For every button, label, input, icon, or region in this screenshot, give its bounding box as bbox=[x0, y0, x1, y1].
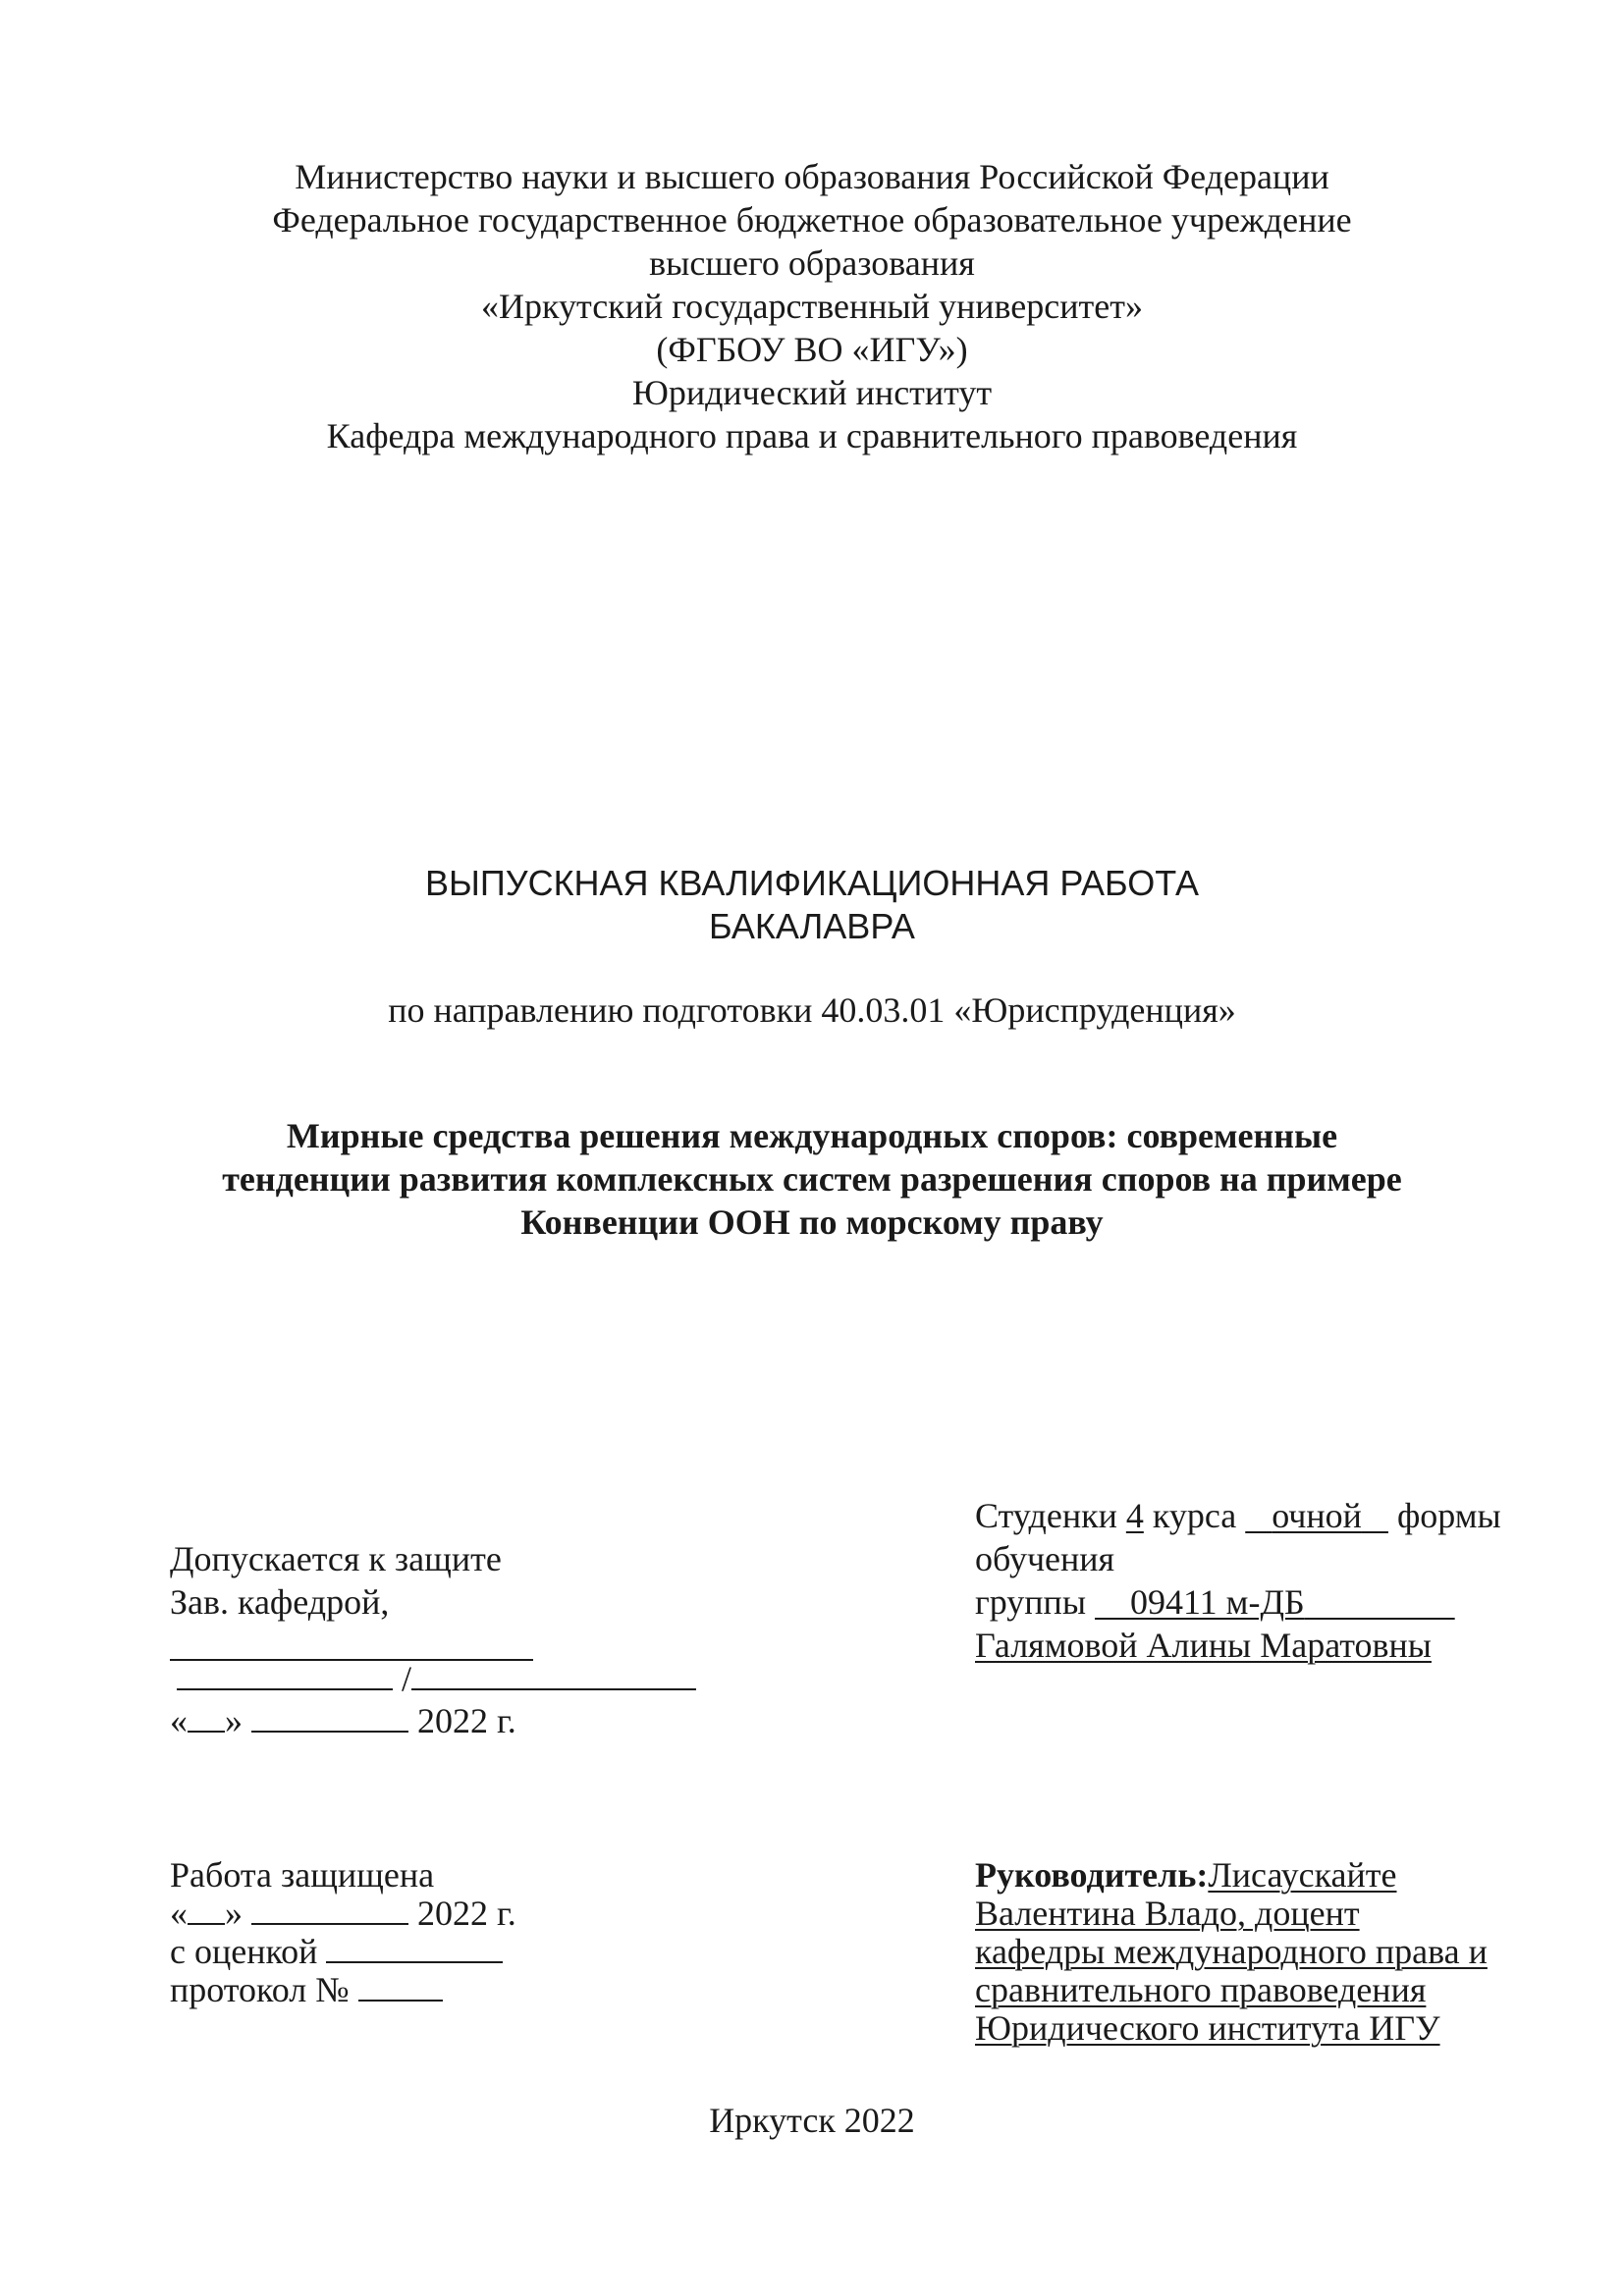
ministry-line: Министерство науки и высшего образования Российской Федерации bbox=[295, 157, 1329, 196]
institution-header bbox=[0, 155, 1624, 457]
student-group-line bbox=[975, 1580, 1455, 1624]
supervisor-surname: Лисаускайте bbox=[1208, 1855, 1397, 1895]
university-abbr-line: (ФГБОУ ВО «ИГУ») bbox=[656, 330, 968, 369]
student-prefix: Студенки bbox=[975, 1496, 1117, 1535]
work-type-line2: БАКАЛАВРА bbox=[709, 906, 915, 946]
study-form: очной bbox=[1272, 1496, 1362, 1535]
university-name-line: «Иркутский государственный университет» bbox=[481, 287, 1143, 326]
supervisor-line2: Валентина Владо, доцент bbox=[975, 1894, 1360, 1933]
group-number: 09411 м-ДБ bbox=[1130, 1582, 1305, 1622]
thesis-title-line1: Мирные средства решения международных споров: современные bbox=[286, 1116, 1338, 1155]
study-word: обучения bbox=[975, 1539, 1115, 1578]
thesis-title-line2: тенденции развития комплексных систем разрешения споров на примере bbox=[222, 1159, 1402, 1199]
supervisor-line1 bbox=[975, 1853, 1397, 1896]
admission-allowed: Допускается к защите bbox=[170, 1539, 502, 1578]
work-defended: Работа защищена bbox=[170, 1855, 435, 1895]
course-number: 4 bbox=[1125, 1496, 1144, 1535]
supervisor-line4: сравнительного правоведения bbox=[975, 1970, 1427, 2009]
form-word: формы bbox=[1396, 1496, 1501, 1535]
supervisor-line5: Юридического института ИГУ bbox=[975, 2008, 1440, 2048]
education-level-line: высшего образования bbox=[649, 243, 975, 283]
group-word: группы bbox=[975, 1582, 1087, 1622]
defense-date-line: « » 2022 г. bbox=[170, 1894, 516, 1933]
department-line: Кафедра международного права и сравнительного правоведения bbox=[326, 416, 1298, 455]
supervisor-label: Руководитель: bbox=[975, 1855, 1209, 1895]
city-year: Иркутск 2022 bbox=[709, 2101, 915, 2140]
student-course-line bbox=[975, 1494, 1501, 1537]
institute-line: Юридический институт bbox=[631, 373, 993, 412]
student-name: Галямовой Алины Маратовны bbox=[975, 1626, 1432, 1665]
supervisor-line3: кафедры международного права и bbox=[975, 1932, 1488, 1971]
admission-date-line: « » 2022 г. bbox=[170, 1701, 516, 1740]
study-direction: по направлению подготовки 40.03.01 «Юриспруденция» bbox=[388, 990, 1236, 1030]
work-type-line1: ВЫПУСКНАЯ КВАЛИФИКАЦИОННАЯ РАБОТА bbox=[424, 863, 1200, 903]
grade-line: с оценкой bbox=[170, 1930, 503, 1973]
signature-decode-line: / bbox=[177, 1657, 696, 1700]
admission-year: 2022 г. bbox=[417, 1701, 516, 1740]
head-of-department: Зав. кафедрой, bbox=[170, 1582, 390, 1622]
thesis-title-line3: Конвенции ООН по морскому праву bbox=[520, 1202, 1104, 1242]
protocol-line: протокол № bbox=[170, 1968, 443, 2011]
defense-year: 2022 г. bbox=[417, 1894, 516, 1933]
course-word: курса bbox=[1152, 1496, 1237, 1535]
institution-type-line: Федеральное государственное бюджетное образовательное учреждение bbox=[272, 200, 1352, 240]
